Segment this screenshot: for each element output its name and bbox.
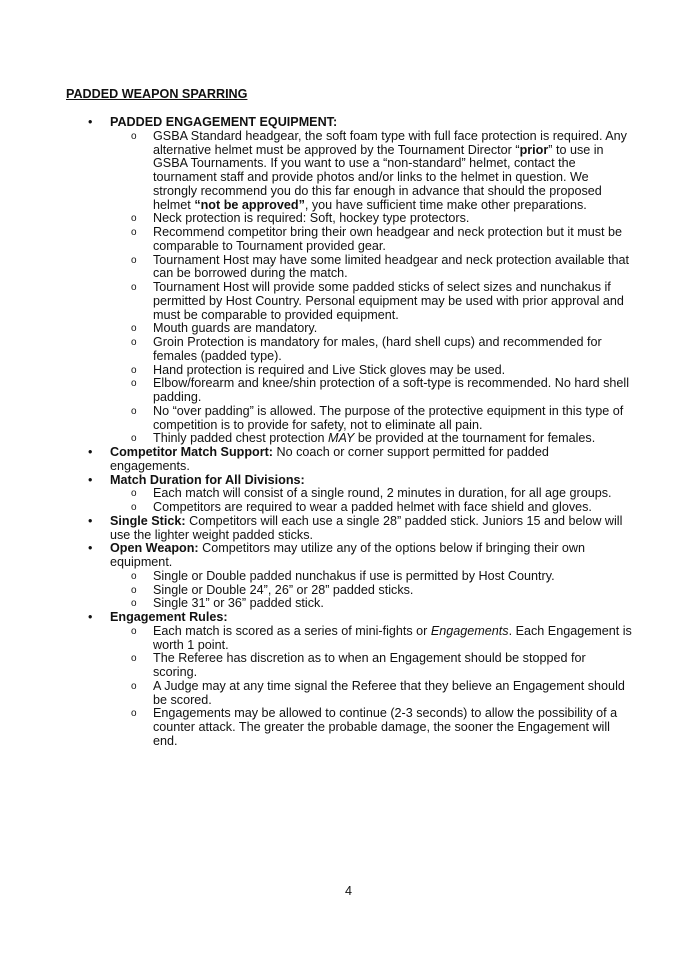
text: Competitors are required to wear a padded helmet with face shield and gloves. (153, 500, 592, 514)
text: Recommend competitor bring their own headgear and neck protection but it must be comparable to Tournament provided gear. (153, 225, 623, 253)
text: Thinly padded chest protection (153, 431, 329, 446)
circle-bullet-icon: o (131, 364, 137, 376)
text: Hand protection is required and Live Stick gloves may be used. (153, 362, 506, 377)
sub-list-item (0, 625, 633, 653)
page-number: 4 (345, 884, 353, 898)
rules-list (0, 116, 698, 749)
sub-list-item (0, 212, 633, 226)
sub-list-item (0, 226, 633, 254)
circle-bullet-icon: o (131, 598, 137, 610)
list-item (0, 542, 632, 570)
sub-list-item (0, 501, 633, 515)
text: Mouth guards are mandatory. (153, 321, 318, 336)
sub-list-item (0, 432, 633, 446)
text: ” to use in GSBA Tournaments. If you want to use a “non-standard” helmet, contact the tournament staff and provide photos and/or links to the helmet in question. We strongly recommend you do this far enough in advance that should the proposed helmet (153, 142, 604, 212)
circle-bullet-icon: o (131, 680, 137, 692)
text: Each match will consist of a single round, 2 minutes in duration, for all age groups. (153, 486, 612, 501)
circle-bullet-icon: o (131, 708, 137, 720)
sub-list-item (0, 597, 633, 611)
bullet-icon: • (88, 115, 93, 129)
circle-bullet-icon: o (131, 584, 137, 596)
italic-text: MAY (328, 431, 355, 446)
circle-bullet-icon: o (131, 653, 137, 665)
circle-bullet-icon: o (131, 433, 137, 445)
circle-bullet-icon: o (131, 227, 137, 238)
text: Single or Double 24”, 26” or 28” padded sticks. (153, 582, 414, 597)
list-item (0, 474, 632, 488)
sub-list-item (0, 680, 633, 708)
italic-text: Engagements (430, 623, 509, 638)
text: Elbow/forearm and knee/shin protection of a soft-type is recommended. No hard shell padding. (153, 376, 630, 404)
bullet-icon: • (88, 541, 93, 556)
sub-list-item (0, 570, 633, 584)
circle-bullet-icon: o (131, 625, 137, 637)
list-item (0, 446, 632, 474)
list-item (0, 515, 632, 543)
bullet-icon: • (88, 445, 93, 459)
bold-text: Competitor Match Support: (110, 445, 274, 459)
text: Tournament Host will provide some padded sticks of select sizes and nunchakus if permitted by Host Country. Personal equipment may be used with prior approval and must be comparable to provided equipment. (153, 280, 624, 322)
text: GSBA Standard headgear, the soft foam type with full face protection is required. Any alternative helmet must be approved by the Tournament Director “ (153, 128, 627, 157)
bold-text: Single Stick: (110, 513, 186, 528)
list-item (0, 611, 632, 625)
sub-list-item (0, 707, 633, 748)
circle-bullet-icon: o (131, 405, 137, 417)
sub-list-item (0, 487, 633, 501)
text: Engagements may be allowed to continue (2-3 seconds) to allow the possibility of a counter attack. The greater the probable damage, the sooner the Engagement will end. (153, 706, 618, 748)
sub-list-item (0, 336, 633, 364)
text: Competitors may utilize any of the options below if bringing their own equipment. (110, 541, 586, 569)
sub-list-item (0, 254, 633, 282)
text: Tournament Host may have some limited headgear and neck protection available that can be borrowed during the match. (153, 252, 630, 281)
circle-bullet-icon: o (131, 378, 137, 390)
text: Neck protection is required: Soft, hockey type protectors. (153, 211, 470, 226)
text: Groin Protection is mandatory for males, (hard shell cups) and recommended for females (padded type). (153, 335, 602, 363)
sub-list-item (0, 322, 633, 336)
list-item (0, 116, 632, 130)
text: Single or Double padded nunchakus if use is permitted by Host Country. (153, 568, 555, 583)
text: No “over padding” is allowed. The purpose of the protective equipment in this type of competition is to provide for safety, not to eliminate all pain. (153, 403, 624, 432)
text: Competitors will each use a single 28” padded stick. Juniors 15 and below will use the lighter weight padded sticks. (110, 513, 623, 542)
sub-list-item (0, 281, 633, 322)
text: A Judge may at any time signal the Referee that they believe an Engagement should be scored. (153, 678, 625, 707)
circle-bullet-icon: o (131, 570, 137, 582)
circle-bullet-icon: o (131, 213, 137, 225)
text: Each match is scored as a series of mini-fights or (153, 623, 431, 638)
bold-text: “not be approved” (194, 197, 305, 212)
sub-list-item (0, 377, 633, 405)
text: , you have sufficient time make other preparations. (304, 197, 587, 212)
bold-text: Match Duration for All Divisions: (110, 472, 305, 487)
text: be provided at the tournament for females. (354, 431, 596, 446)
bold-text: prior (519, 142, 549, 157)
text: No coach or corner support permitted for padded engagements. (110, 445, 549, 473)
circle-bullet-icon: o (131, 488, 137, 500)
circle-bullet-icon: o (131, 502, 137, 513)
circle-bullet-icon: o (131, 254, 137, 266)
bullet-icon: • (88, 472, 93, 487)
circle-bullet-icon: o (131, 130, 137, 142)
bullet-icon: • (88, 513, 93, 528)
sub-list-item (0, 584, 633, 598)
bold-text: Engagement Rules: (110, 610, 228, 624)
sub-list-item (0, 364, 633, 378)
bold-text: PADDED ENGAGEMENT EQUIPMENT: (110, 115, 338, 129)
bold-text: Open Weapon: (110, 541, 199, 556)
bullet-icon: • (88, 610, 93, 624)
circle-bullet-icon: o (131, 337, 137, 348)
circle-bullet-icon: o (131, 282, 137, 293)
sub-list-item (0, 652, 633, 680)
section-title: PADDED WEAPON SPARRING (66, 87, 248, 101)
text: Single 31” or 36” padded stick. (153, 596, 324, 611)
circle-bullet-icon: o (131, 323, 137, 335)
text: The Referee has discretion as to when an Engagement should be stopped for scoring. (153, 651, 586, 679)
sub-list-item (0, 405, 633, 433)
sub-list-item (0, 130, 633, 213)
text: . Each Engagement is worth 1 point. (153, 623, 632, 652)
